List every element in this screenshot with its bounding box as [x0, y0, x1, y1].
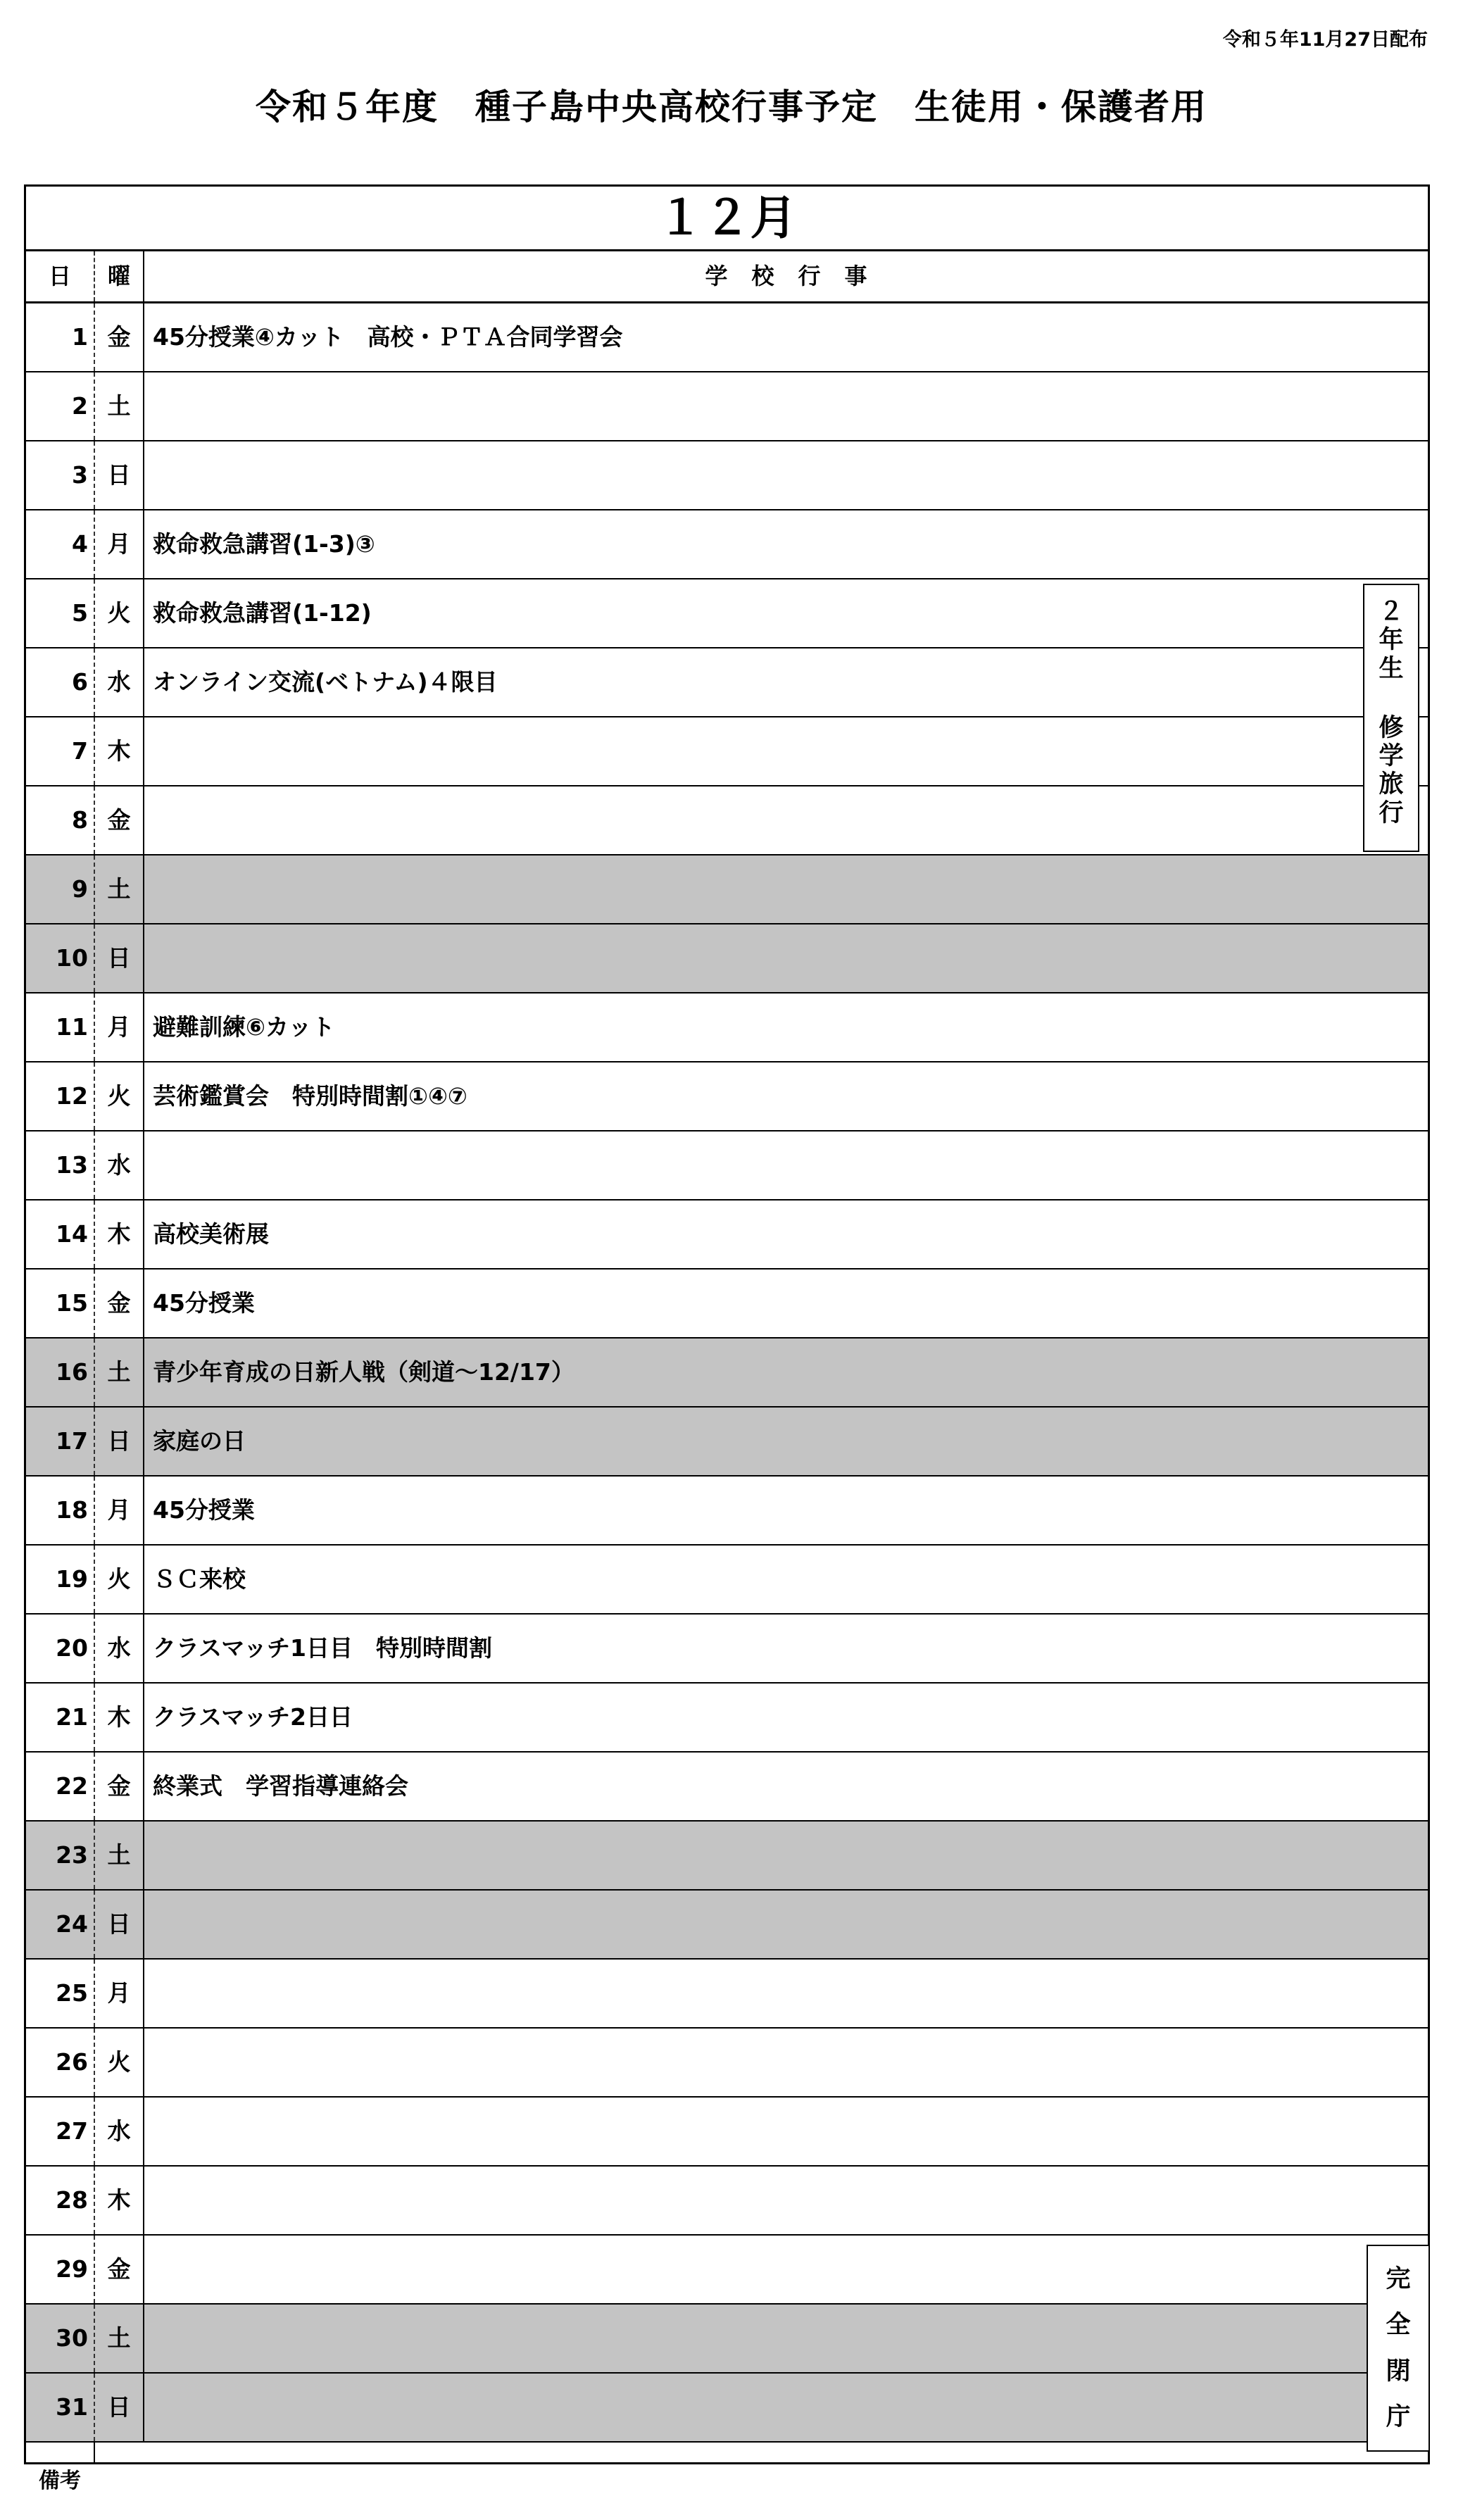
table-row	[26, 1408, 1428, 1477]
weekday-cell: 金	[95, 2236, 144, 2303]
event-cell: オンライン交流(ベトナム)４限目	[153, 668, 498, 696]
table-row	[26, 648, 1428, 717]
day-cell: 18	[26, 1477, 95, 1544]
weekday-cell: 木	[95, 717, 144, 785]
table-row	[26, 855, 1428, 924]
day-cell: 3	[26, 441, 95, 509]
table-row	[26, 924, 1428, 993]
table-row	[26, 1615, 1428, 1684]
weekday-cell: 火	[95, 1062, 144, 1130]
table-header	[26, 251, 1428, 303]
day-cell: 6	[26, 648, 95, 716]
weekday-cell: 火	[95, 2029, 144, 2096]
weekday-cell: 木	[95, 1201, 144, 1268]
closed-char: 庁	[1386, 2403, 1411, 2432]
event-cell: 芸術鑑賞会 特別時間割①④⑦	[153, 1082, 467, 1110]
day-cell: 29	[26, 2236, 95, 2303]
event-cell: クラスマッチ1日目 特別時間割	[153, 1634, 492, 1662]
table-row	[26, 1339, 1428, 1408]
event-cell: 45分授業	[153, 1289, 255, 1317]
remarks-label: 備考	[26, 2443, 95, 2462]
event-cell	[153, 1132, 1428, 1199]
day-cell: 17	[26, 1408, 95, 1475]
trip-char: 年	[1379, 626, 1404, 655]
weekday-cell: 日	[95, 1891, 144, 1958]
day-cell: 22	[26, 1753, 95, 1820]
remarks-row	[26, 2443, 1428, 2493]
event-cell	[153, 924, 1428, 992]
table-row	[26, 2305, 1428, 2374]
event-cell	[153, 717, 1428, 785]
table-row	[26, 993, 1428, 1062]
day-cell: 20	[26, 1615, 95, 1682]
event-cell	[153, 2029, 1428, 2096]
trip-char: 学	[1379, 742, 1404, 770]
event-cell	[153, 786, 1428, 854]
weekday-cell: 火	[95, 1546, 144, 1613]
day-cell: 23	[26, 1822, 95, 1889]
day-cell: 10	[26, 924, 95, 992]
column-header-events: 学校行事	[705, 263, 891, 289]
table-row	[26, 1891, 1428, 1960]
table-row	[26, 441, 1428, 510]
event-cell	[153, 441, 1428, 509]
table-row	[26, 372, 1428, 441]
event-cell: 45分授業④カット 高校・ＰＴＡ合同学習会	[153, 323, 623, 351]
event-cell: 青少年育成の日新人戦（剣道～12/17）	[153, 1358, 574, 1386]
weekday-cell: 日	[95, 2374, 144, 2441]
weekday-cell: 木	[95, 2167, 144, 2234]
event-cell	[153, 2098, 1428, 2165]
day-cell: 31	[26, 2374, 95, 2441]
day-cell: 7	[26, 717, 95, 785]
event-cell	[153, 855, 1428, 923]
month-title: １２月	[26, 187, 1428, 251]
day-cell: 8	[26, 786, 95, 854]
event-cell: クラスマッチ2日日	[153, 1703, 353, 1731]
event-cell	[153, 2374, 1428, 2441]
weekday-cell: 月	[95, 1960, 144, 2027]
event-cell	[153, 372, 1428, 440]
weekday-cell: 土	[95, 855, 144, 923]
closed-char: 全	[1386, 2311, 1411, 2340]
day-cell: 2	[26, 372, 95, 440]
trip-char: ２	[1379, 598, 1404, 626]
table-row	[26, 786, 1428, 855]
event-cell: 家庭の日	[153, 1427, 246, 1455]
table-row	[26, 717, 1428, 786]
table-row	[26, 1270, 1428, 1339]
table-row	[26, 1201, 1428, 1270]
day-cell: 15	[26, 1270, 95, 1337]
weekday-cell: 水	[95, 648, 144, 716]
table-row	[26, 2098, 1428, 2167]
table-row	[26, 1822, 1428, 1891]
day-cell: 14	[26, 1201, 95, 1268]
weekday-cell: 金	[95, 303, 144, 371]
day-cell: 25	[26, 1960, 95, 2027]
school-trip-note	[1363, 584, 1419, 852]
trip-char: 行	[1379, 798, 1404, 827]
weekday-cell: 金	[95, 786, 144, 854]
day-cell: 4	[26, 510, 95, 578]
table-row	[26, 2374, 1428, 2443]
weekday-cell: 土	[95, 372, 144, 440]
event-cell	[153, 2305, 1428, 2372]
day-cell: 27	[26, 2098, 95, 2165]
day-cell: 13	[26, 1132, 95, 1199]
event-cell: 救命救急講習(1-12)	[153, 599, 372, 627]
table-row	[26, 579, 1428, 648]
day-cell: 21	[26, 1684, 95, 1751]
schedule-table	[24, 184, 1430, 2493]
table-row	[26, 1753, 1428, 1822]
event-cell: 終業式 学習指導連絡会	[153, 1772, 408, 1800]
table-row	[26, 1062, 1428, 1132]
event-cell: 高校美術展	[153, 1220, 269, 1248]
event-cell	[153, 1891, 1428, 1958]
table-row	[26, 2167, 1428, 2236]
day-cell: 30	[26, 2305, 95, 2372]
table-row	[26, 2029, 1428, 2098]
table-row	[26, 303, 1428, 372]
distribution-date: 令和５年11月27日配布	[1222, 29, 1428, 51]
weekday-cell: 土	[95, 1339, 144, 1406]
weekday-cell: 金	[95, 1270, 144, 1337]
closed-char: 閉	[1386, 2357, 1411, 2386]
column-header-weekday: 曜	[95, 251, 144, 301]
day-cell: 19	[26, 1546, 95, 1613]
weekday-cell: 日	[95, 441, 144, 509]
day-cell: 1	[26, 303, 95, 371]
table-row	[26, 1960, 1428, 2029]
day-cell: 24	[26, 1891, 95, 1958]
column-header-day: 日	[26, 251, 95, 301]
weekday-cell: 日	[95, 1408, 144, 1475]
event-cell: 救命救急講習(1-3)③	[153, 530, 375, 558]
weekday-cell: 水	[95, 1132, 144, 1199]
table-row	[26, 1477, 1428, 1546]
day-cell: 28	[26, 2167, 95, 2234]
day-cell: 26	[26, 2029, 95, 2096]
office-closed-note	[1367, 2245, 1430, 2452]
event-cell	[153, 1960, 1428, 2027]
table-row	[26, 1684, 1428, 1753]
day-cell: 12	[26, 1062, 95, 1130]
closed-char: 完	[1386, 2264, 1411, 2293]
weekday-cell: 月	[95, 510, 144, 578]
event-cell: 45分授業	[153, 1496, 255, 1524]
table-row	[26, 1132, 1428, 1201]
weekday-cell: 火	[95, 579, 144, 647]
event-cell	[153, 2167, 1428, 2234]
weekday-cell: 水	[95, 2098, 144, 2165]
day-cell: 5	[26, 579, 95, 647]
trip-char: 旅	[1379, 770, 1404, 799]
trip-char: 生	[1379, 654, 1404, 683]
table-row	[26, 510, 1428, 579]
trip-char: 修	[1379, 713, 1404, 742]
event-cell	[153, 2236, 1428, 2303]
day-cell: 11	[26, 993, 95, 1061]
table-row	[26, 1546, 1428, 1615]
weekday-cell: 木	[95, 1684, 144, 1751]
weekday-cell: 月	[95, 993, 144, 1061]
weekday-cell: 土	[95, 1822, 144, 1889]
event-cell: 避難訓練⑥カット	[153, 1013, 335, 1041]
table-row	[26, 2236, 1428, 2305]
weekday-cell: 土	[95, 2305, 144, 2372]
day-cell: 16	[26, 1339, 95, 1406]
weekday-cell: 月	[95, 1477, 144, 1544]
weekday-cell: 水	[95, 1615, 144, 1682]
event-cell: ＳＣ来校	[153, 1565, 246, 1593]
event-cell	[153, 1822, 1428, 1889]
weekday-cell: 日	[95, 924, 144, 992]
weekday-cell: 金	[95, 1753, 144, 1820]
day-cell: 9	[26, 855, 95, 923]
page-title: 令和５年度 種子島中央高校行事予定 生徒用・保護者用	[256, 87, 1207, 127]
